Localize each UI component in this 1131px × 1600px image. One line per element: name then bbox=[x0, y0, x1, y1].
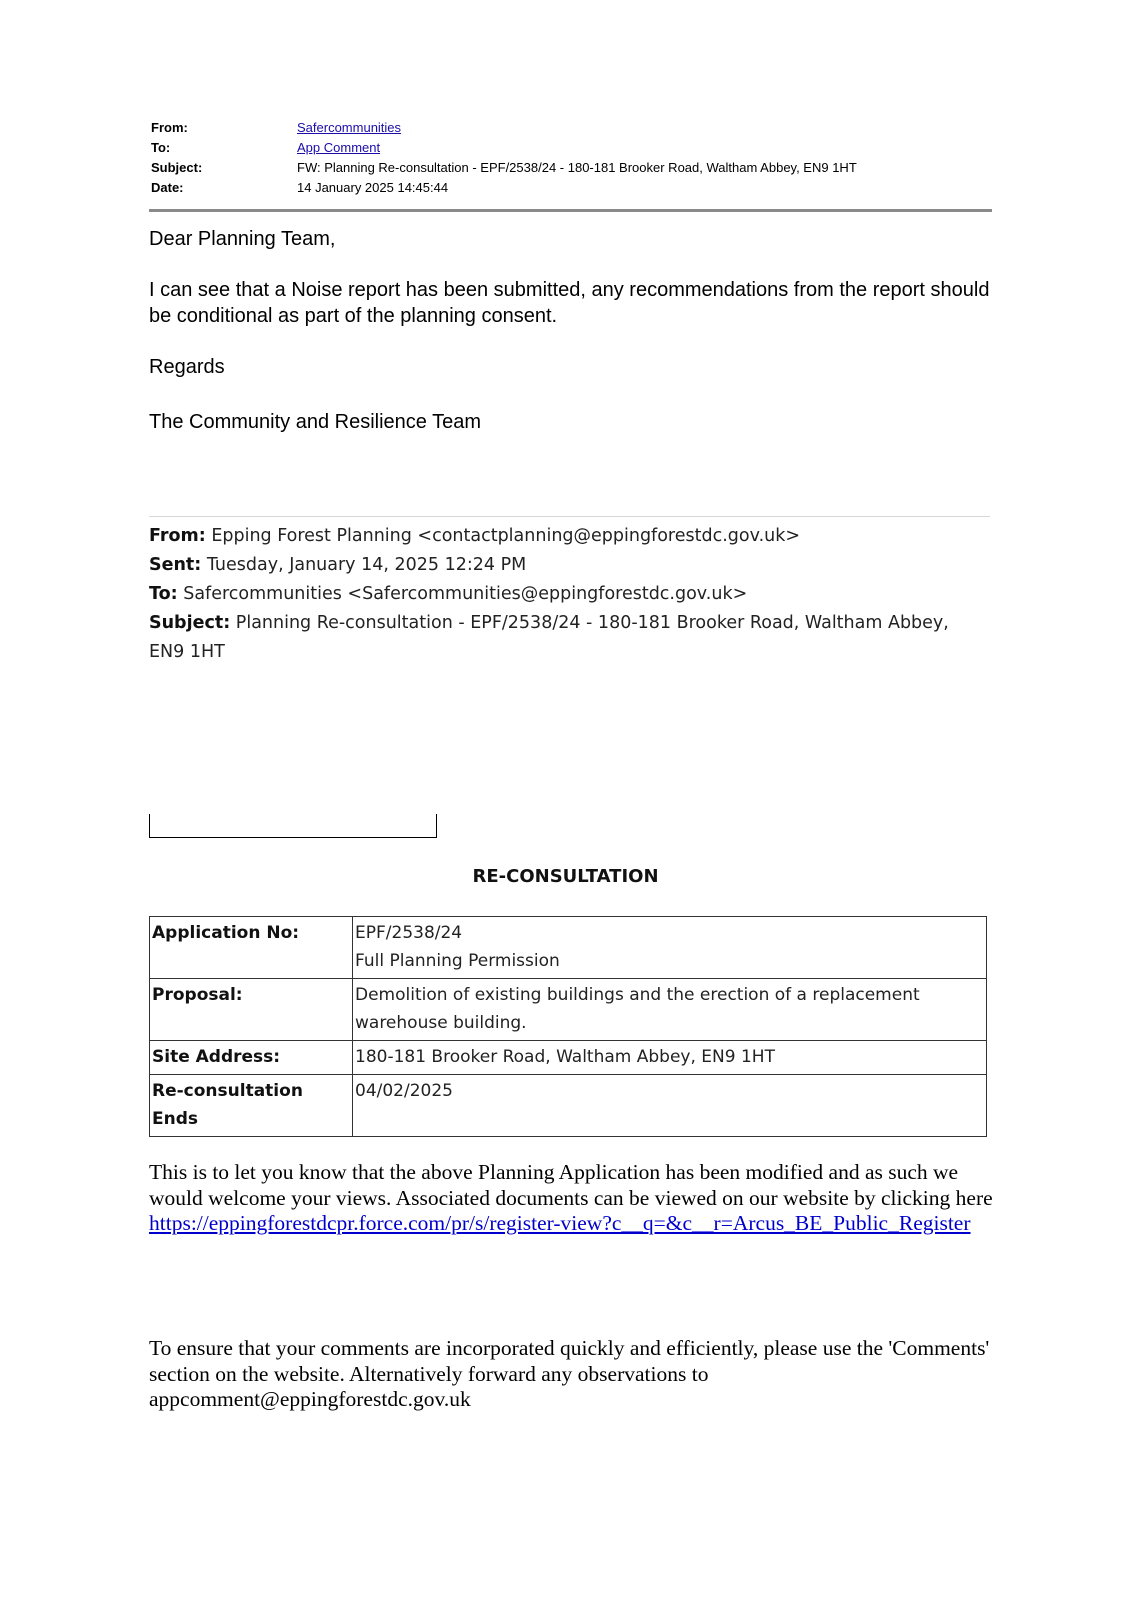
header-to-link[interactable]: App Comment bbox=[297, 140, 381, 155]
forwarded-to-row bbox=[149, 580, 989, 609]
header-from-label: From: bbox=[151, 120, 188, 135]
application-no-label: Application No: bbox=[150, 917, 353, 979]
forwarded-from-value: Epping Forest Planning <contactplanning@eppingforestdc.gov.uk> bbox=[211, 526, 801, 546]
forwarded-sent-row bbox=[149, 551, 989, 580]
site-address-value: 180-181 Brooker Road, Waltham Abbey, EN9 1HT bbox=[353, 1041, 987, 1075]
application-no-value bbox=[353, 917, 987, 979]
proposal-label: Proposal: bbox=[150, 979, 353, 1041]
header-from-row bbox=[151, 118, 991, 138]
table-row bbox=[150, 1041, 987, 1075]
forwarded-sent-value: Tuesday, January 14, 2025 12:24 PM bbox=[206, 555, 527, 575]
reconsultation-ends-value: 04/02/2025 bbox=[353, 1075, 987, 1137]
message-paragraph: I can see that a Noise report has been submitted, any recommendations from the report should be conditional as part of the planning consent. bbox=[149, 279, 990, 327]
header-subject-row bbox=[151, 158, 991, 178]
header-divider bbox=[149, 209, 992, 212]
register-link[interactable]: https://eppingforestdcpr.force.com/pr/s/register-view?c__q=&c__r=Arcus_BE_Public_Register bbox=[149, 1211, 971, 1235]
table-row bbox=[150, 917, 987, 979]
header-to-label: To: bbox=[151, 140, 171, 155]
reconsultation-ends-label: Re-consultation Ends bbox=[150, 1075, 353, 1137]
application-table bbox=[149, 916, 987, 1137]
reconsultation-title: RE-CONSULTATION bbox=[472, 866, 659, 887]
table-row bbox=[150, 979, 987, 1041]
comments-instructions: To ensure that your comments are incorporated quickly and efficiently, please use the 'Comments' section on the website. Alternatively forward any observations to appcomment@eppingforestdc.gov.uk bbox=[149, 1336, 990, 1411]
forwarded-subject-value: Planning Re-consultation - EPF/2538/24 - 180-181 Brooker Road, Waltham Abbey, EN9 1HT bbox=[149, 613, 949, 662]
forwarded-subject-row bbox=[149, 609, 989, 667]
proposal-value: Demolition of existing buildings and the erection of a replacement warehouse building. bbox=[353, 979, 987, 1041]
message-greeting: Dear Planning Team, bbox=[149, 228, 336, 250]
forwarded-to-value: Safercommunities <Safercommunities@eppingforestdc.gov.uk> bbox=[183, 584, 748, 604]
forwarded-from-row bbox=[149, 522, 989, 551]
table-row bbox=[150, 1075, 987, 1137]
notice-paragraph bbox=[149, 1160, 999, 1237]
header-date-value: 14 January 2025 14:45:44 bbox=[297, 180, 449, 195]
image-placeholder-box bbox=[149, 814, 437, 838]
header-from-link[interactable]: Safercommunities bbox=[297, 120, 402, 135]
application-type: Full Planning Permission bbox=[355, 951, 560, 971]
notice-text: This is to let you know that the above Planning Application has been modified and as such we would welcome your views. Associated documents can be viewed on our website by clicking here bbox=[149, 1160, 993, 1210]
forwarded-divider bbox=[149, 516, 990, 517]
header-subject-value: FW: Planning Re-consultation - EPF/2538/24 - 180-181 Brooker Road, Waltham Abbey, EN9 1HT bbox=[297, 160, 857, 175]
header-date-label: Date: bbox=[151, 180, 184, 195]
header-subject-label: Subject: bbox=[151, 160, 203, 175]
header-to-row bbox=[151, 138, 991, 158]
forwarded-from-label: From: bbox=[149, 526, 206, 546]
email-header bbox=[151, 118, 991, 198]
site-address-label: Site Address: bbox=[150, 1041, 353, 1075]
forwarded-to-label: To: bbox=[149, 584, 178, 604]
forwarded-sent-label: Sent: bbox=[149, 555, 202, 575]
application-no-number: EPF/2538/24 bbox=[355, 923, 463, 943]
forwarded-header bbox=[149, 522, 989, 667]
message-regards: Regards bbox=[149, 356, 225, 378]
header-date-row bbox=[151, 178, 991, 198]
forwarded-subject-label: Subject: bbox=[149, 613, 231, 633]
message-signature: The Community and Resilience Team bbox=[149, 411, 482, 433]
